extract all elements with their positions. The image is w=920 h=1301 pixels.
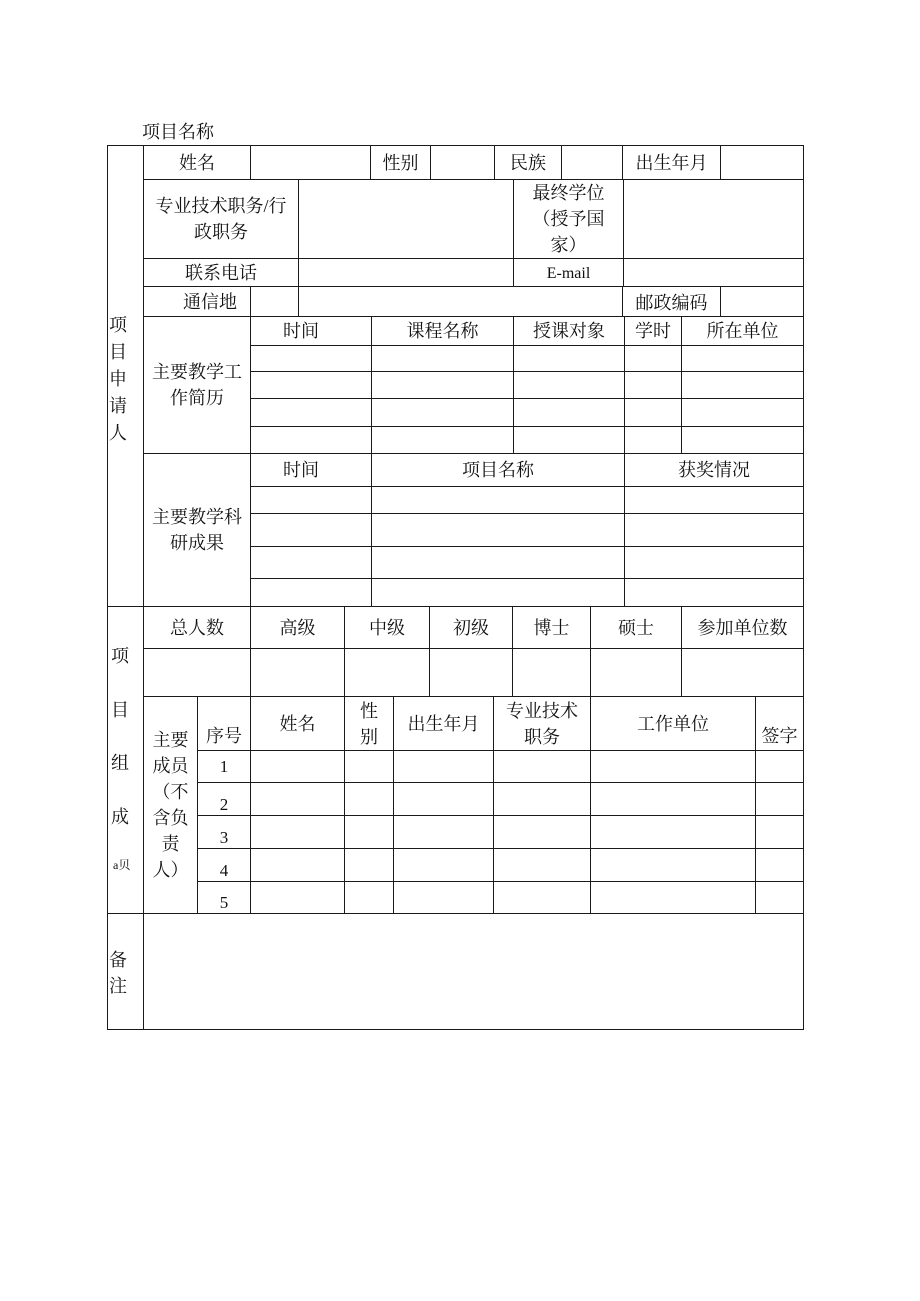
member-row-number-label: 2 (219, 795, 229, 814)
member-info-cell (250, 782, 345, 816)
member-header-birth-label: 出生年月 (407, 713, 480, 734)
team-header-senior (250, 606, 345, 649)
research-result-cell (250, 578, 372, 607)
teaching-header-course-label: 课程名称 (406, 321, 479, 341)
team-header-master-label: 硕士 (618, 617, 654, 638)
member-info-cell (493, 815, 591, 849)
member-info-cell (393, 881, 494, 914)
research-result-cell (624, 486, 804, 514)
position-value-cell (298, 179, 514, 259)
team-header-doctorate-label: 博士 (533, 617, 570, 638)
member-info-cell (344, 750, 394, 783)
teaching-history-cell (250, 371, 372, 399)
research-header-time (250, 453, 372, 487)
teaching-history-cell (513, 371, 625, 399)
team-count-value-cell (429, 648, 513, 697)
member-row-number (197, 782, 251, 816)
birth-date-value-cell (720, 145, 804, 180)
teaching-history-cell (624, 426, 682, 454)
address-value-cell (298, 286, 623, 317)
member-info-cell (250, 881, 345, 914)
teaching-header-course (371, 316, 514, 346)
team-header-intermediate-label: 中级 (369, 617, 405, 638)
team-count-value-cell (512, 648, 591, 697)
member-header-title (493, 696, 591, 751)
member-row-number-label: 3 (219, 828, 229, 847)
main-members-label-cell (143, 696, 198, 914)
name-label-cell (143, 145, 251, 180)
teaching-history-cell (371, 426, 514, 454)
address-label-cell (143, 286, 251, 317)
team-header-units-label: 参加单位数 (697, 617, 788, 638)
member-header-employer (590, 696, 756, 751)
teaching-history-cell (624, 398, 682, 427)
email-label: E-mail (546, 265, 591, 282)
teaching-header-unit-label: 所在单位 (706, 321, 779, 341)
member-header-gender (344, 696, 394, 751)
member-info-cell (493, 750, 591, 783)
team-count-value-cell (250, 648, 345, 697)
degree-label-cell (513, 179, 624, 259)
research-result-cell (624, 513, 804, 547)
research-result-cell (371, 578, 625, 607)
team-header-junior-label: 初级 (453, 617, 489, 638)
research-result-cell (371, 546, 625, 579)
gender-value-cell (430, 145, 495, 180)
team-header-total-label: 总人数 (170, 617, 224, 638)
member-info-cell (393, 782, 494, 816)
teaching-history-cell (250, 426, 372, 454)
position-label-cell (143, 179, 299, 259)
member-header-signature-label: 签字 (761, 726, 798, 746)
teaching-history-cell (681, 398, 804, 427)
research-result-cell (371, 486, 625, 514)
teaching-history-cell (681, 371, 804, 399)
research-result-cell (250, 513, 372, 547)
remarks-section-label: 备注 (109, 950, 127, 996)
research-results-label-cell (143, 453, 251, 607)
teaching-history-cell (681, 345, 804, 372)
ethnicity-label: 民族 (510, 152, 546, 173)
teaching-history-cell (371, 371, 514, 399)
team-header-master (590, 606, 682, 649)
ethnicity-value-cell (561, 145, 623, 180)
research-header-time-label: 时间 (283, 460, 319, 480)
team-side-mark: a贝 (113, 858, 131, 872)
member-info-cell (344, 881, 394, 914)
member-header-title-label: 专业技术职务 (506, 700, 578, 747)
teaching-history-cell (250, 398, 372, 427)
teaching-history-label-cell (143, 316, 251, 454)
teaching-header-time (250, 316, 372, 346)
member-row-number (197, 815, 251, 849)
team-header-units (681, 606, 804, 649)
team-count-value-cell (590, 648, 682, 697)
member-header-index (197, 696, 251, 751)
address-label: 通信地 (183, 291, 237, 312)
member-row-number (197, 881, 251, 914)
teaching-history-cell (513, 398, 625, 427)
member-info-cell (590, 782, 756, 816)
phone-value-cell (298, 258, 514, 287)
postcode-value-cell (720, 286, 804, 317)
research-header-project-label: 项目名称 (462, 460, 534, 480)
ethnicity-label-cell (494, 145, 562, 180)
gender-label: 性别 (382, 152, 419, 173)
member-header-gender-label: 性别 (360, 700, 378, 747)
research-result-cell (371, 513, 625, 547)
postcode-label: 邮政编码 (635, 293, 708, 313)
member-info-cell (493, 782, 591, 816)
member-info-cell (493, 848, 591, 882)
team-count-value-cell (344, 648, 430, 697)
member-row-number (197, 750, 251, 783)
research-header-awards-label: 获奖情况 (678, 460, 750, 480)
team-header-intermediate (344, 606, 430, 649)
member-header-signature (755, 696, 804, 751)
teaching-history-cell (624, 371, 682, 399)
research-result-cell (250, 486, 372, 514)
teaching-header-hours-label: 学时 (635, 321, 671, 341)
phone-label-cell (143, 258, 299, 287)
teaching-history-cell (371, 398, 514, 427)
member-info-cell (393, 848, 494, 882)
teaching-header-unit (681, 316, 804, 346)
teaching-history-label: 主要教学工作简历 (152, 362, 242, 408)
member-row-number-label: 1 (219, 756, 229, 776)
teaching-header-time-label: 时间 (283, 321, 319, 341)
member-info-cell (344, 782, 394, 816)
teaching-header-hours (624, 316, 682, 346)
member-info-cell (590, 881, 756, 914)
name-label: 姓名 (179, 152, 215, 173)
team-header-total (143, 606, 251, 649)
team-count-value-cell (143, 648, 251, 697)
member-info-cell (393, 750, 494, 783)
applicant-section-label: 项目申请人 (109, 315, 127, 443)
member-info-cell (755, 848, 804, 882)
member-info-cell (755, 750, 804, 783)
member-header-index-label: 序号 (206, 726, 242, 746)
teaching-history-cell (513, 345, 625, 372)
team-section-label: 项目组成 (111, 646, 129, 827)
position-label: 专业技术职务/行政职务 (155, 196, 287, 242)
member-info-cell (250, 848, 345, 882)
project-name-label: 项目名称 (142, 122, 214, 142)
member-header-name-label: 姓名 (279, 713, 316, 734)
teaching-header-audience (513, 316, 625, 346)
team-header-junior (429, 606, 513, 649)
member-header-employer-label: 工作单位 (637, 713, 709, 734)
research-result-cell (250, 546, 372, 579)
member-info-cell (393, 815, 494, 849)
teaching-history-cell (250, 345, 372, 372)
research-header-awards (624, 453, 804, 487)
research-results-label: 主要教学科研成果 (152, 507, 242, 553)
team-header-doctorate (512, 606, 591, 649)
member-info-cell (590, 815, 756, 849)
teaching-history-cell (624, 345, 682, 372)
member-info-cell (493, 881, 591, 914)
birth-label-cell (622, 145, 721, 180)
gender-label-cell (370, 145, 431, 180)
member-row-number (197, 848, 251, 882)
member-header-name (250, 696, 345, 751)
remarks-content-cell (143, 913, 804, 1030)
email-label-cell (513, 258, 624, 287)
teaching-history-cell (371, 345, 514, 372)
degree-label: 最终学位（授予国家） (532, 183, 605, 255)
member-info-cell (755, 881, 804, 914)
member-row-number-label: 4 (219, 861, 229, 880)
email-value-cell (623, 258, 804, 287)
member-row-number-label: 5 (219, 892, 229, 912)
member-info-cell (755, 782, 804, 816)
teaching-history-cell (681, 426, 804, 454)
team-header-senior-label: 高级 (279, 617, 316, 638)
member-info-cell (590, 848, 756, 882)
degree-value-cell (623, 179, 804, 259)
research-header-project (371, 453, 625, 487)
member-info-cell (344, 848, 394, 882)
address-spacer-cell (250, 286, 299, 317)
research-result-cell (624, 546, 804, 579)
name-value-cell (250, 145, 371, 180)
member-info-cell (590, 750, 756, 783)
postcode-label-cell (622, 286, 721, 317)
member-info-cell (755, 815, 804, 849)
teaching-history-cell (513, 426, 625, 454)
member-info-cell (250, 750, 345, 783)
member-info-cell (250, 815, 345, 849)
research-result-cell (624, 578, 804, 607)
member-header-birth (393, 696, 494, 751)
team-count-value-cell (681, 648, 804, 697)
main-members-label: 主要成员（不含负责人） (152, 730, 189, 880)
birth-label: 出生年月 (635, 152, 708, 173)
phone-label: 联系电话 (185, 262, 257, 283)
member-info-cell (344, 815, 394, 849)
teaching-header-audience-label: 授课对象 (533, 321, 605, 341)
